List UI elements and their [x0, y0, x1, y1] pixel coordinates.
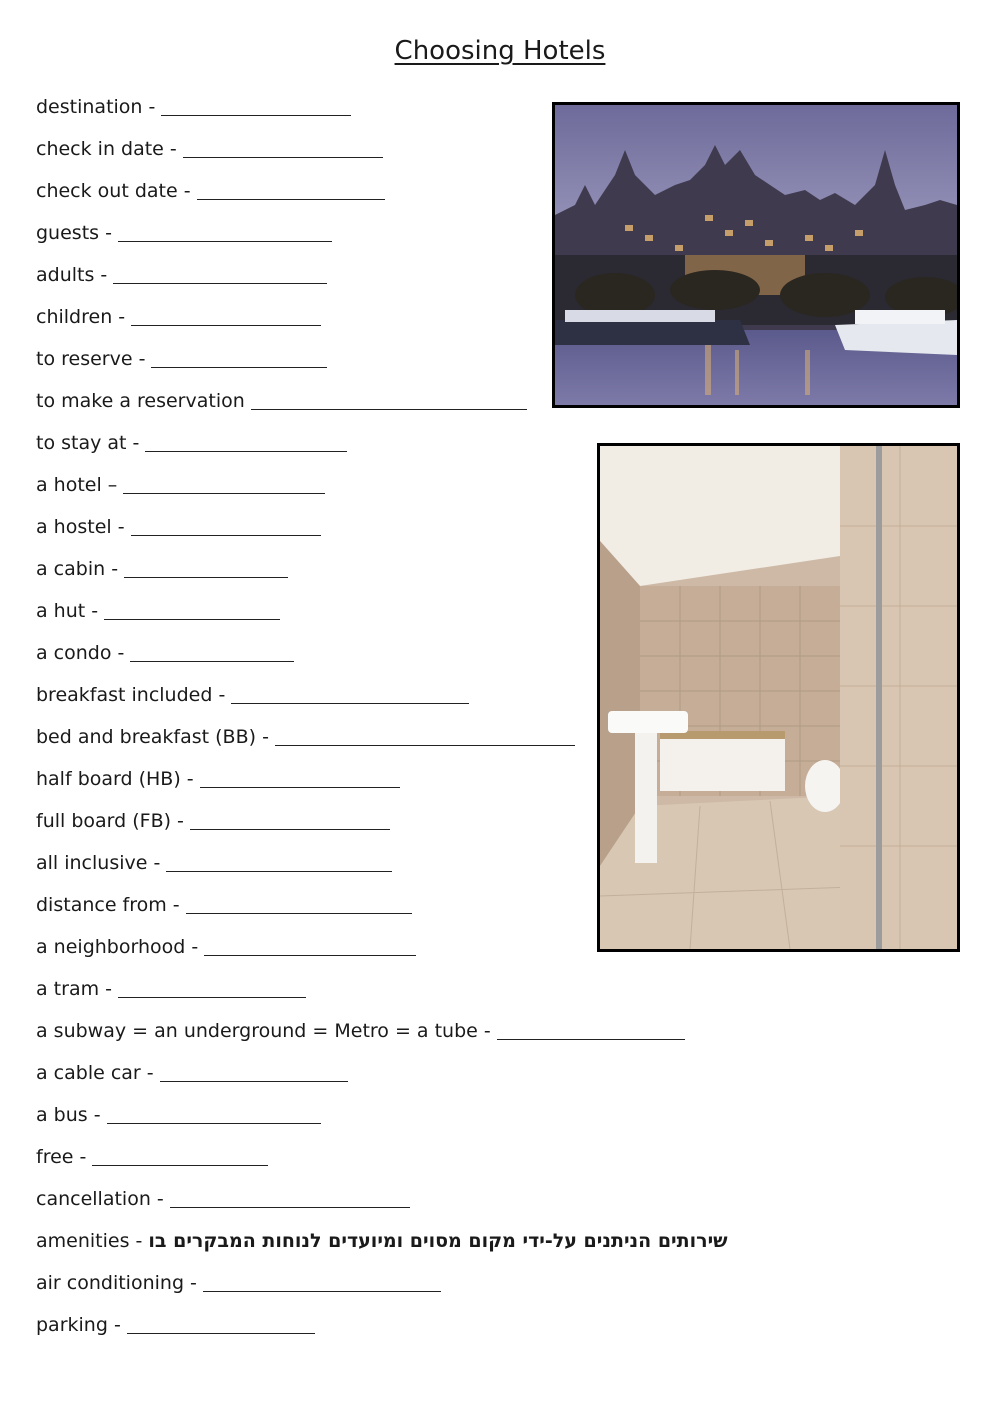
vocab-term: all inclusive -	[36, 852, 161, 874]
answer-blank[interactable]	[118, 219, 332, 242]
vocab-term: to reserve -	[36, 348, 146, 370]
vocab-row-breakfast-included	[36, 680, 469, 710]
vocab-row-subway	[36, 1016, 685, 1046]
vocab-row-children	[36, 302, 321, 332]
vocab-row-hotel	[36, 470, 325, 500]
vocab-term: amenities -	[36, 1230, 143, 1252]
vocab-row-check-out-date	[36, 176, 385, 206]
vocab-term: a bus -	[36, 1104, 101, 1126]
vocab-term: a neighborhood -	[36, 936, 199, 958]
answer-blank[interactable]	[251, 387, 527, 410]
vocab-row-bus	[36, 1100, 321, 1130]
vocab-row-adults	[36, 260, 327, 290]
answer-blank[interactable]	[204, 933, 416, 956]
answer-blank[interactable]	[197, 177, 385, 200]
vocab-row-half-board	[36, 764, 400, 794]
vocab-row-parking	[36, 1310, 315, 1340]
vocab-term: parking -	[36, 1314, 121, 1336]
vocab-row-full-board	[36, 806, 390, 836]
vocab-row-destination	[36, 92, 351, 122]
answer-blank[interactable]	[161, 93, 351, 116]
page-title: Choosing Hotels	[394, 36, 606, 66]
vocab-term: free -	[36, 1146, 87, 1168]
vocab-term: to make a reservation	[36, 390, 245, 412]
vocab-term: a hostel -	[36, 516, 125, 538]
answer-blank[interactable]	[186, 891, 412, 914]
vocab-term: adults -	[36, 264, 108, 286]
answer-blank[interactable]	[170, 1185, 410, 1208]
vocab-row-neighborhood	[36, 932, 416, 962]
answer-blank[interactable]	[497, 1017, 685, 1040]
vocab-term: check out date -	[36, 180, 191, 202]
vocab-row-free	[36, 1142, 268, 1172]
answer-blank[interactable]	[92, 1143, 268, 1166]
vocab-row-to-reserve	[36, 344, 327, 374]
vocab-term: children -	[36, 306, 126, 328]
vocab-row-hut	[36, 596, 280, 626]
vocab-term: guests -	[36, 222, 112, 244]
answer-blank[interactable]	[130, 639, 294, 662]
vocab-term: air conditioning -	[36, 1272, 197, 1294]
vocab-row-amenities	[36, 1226, 728, 1256]
answer-blank[interactable]	[118, 975, 306, 998]
answer-blank[interactable]	[160, 1059, 348, 1082]
vocab-row-guests	[36, 218, 332, 248]
answer-blank[interactable]	[151, 345, 327, 368]
vocab-term: full board (FB) -	[36, 810, 184, 832]
vocab-term: bed and breakfast (BB) -	[36, 726, 269, 748]
answer-blank[interactable]	[123, 471, 325, 494]
answer-blank[interactable]	[131, 513, 321, 536]
hebrew-definition: שירותים הניתנים על-ידי מקום מסוים ומיועדים לנוחות המבקרים בו	[148, 1230, 728, 1252]
vocab-row-check-in-date	[36, 134, 383, 164]
answer-blank[interactable]	[166, 849, 392, 872]
vocab-row-cancellation	[36, 1184, 410, 1214]
answer-blank[interactable]	[131, 303, 321, 326]
vocab-row-air-conditioning	[36, 1268, 441, 1298]
vocab-term: check in date -	[36, 138, 177, 160]
vocab-row-to-stay-at	[36, 428, 347, 458]
vocab-term: a hotel –	[36, 474, 118, 496]
answer-blank[interactable]	[107, 1101, 321, 1124]
answer-blank[interactable]	[200, 765, 400, 788]
answer-blank[interactable]	[104, 597, 280, 620]
vocab-term: half board (HB) -	[36, 768, 194, 790]
vocab-row-cable-car	[36, 1058, 348, 1088]
vocab-term: a condo -	[36, 642, 125, 664]
answer-blank[interactable]	[190, 807, 390, 830]
vocab-term: a hut -	[36, 600, 99, 622]
answer-blank[interactable]	[127, 1311, 315, 1334]
vocab-row-all-inclusive	[36, 848, 392, 878]
answer-blank[interactable]	[124, 555, 288, 578]
vocab-term: a subway = an underground = Metro = a tube -	[36, 1020, 491, 1042]
vocab-term: to stay at -	[36, 432, 140, 454]
vocab-row-bed-and-breakfast	[36, 722, 575, 752]
vocab-row-make-reservation	[36, 386, 527, 416]
answer-blank[interactable]	[145, 429, 347, 452]
vocab-term: destination -	[36, 96, 156, 118]
vocab-row-distance-from	[36, 890, 412, 920]
answer-blank[interactable]	[183, 135, 383, 158]
vocab-term: cancellation -	[36, 1188, 164, 1210]
answer-blank[interactable]	[113, 261, 327, 284]
vocab-term: distance from -	[36, 894, 180, 916]
vocab-row-tram	[36, 974, 306, 1004]
vocab-term: a cabin -	[36, 558, 119, 580]
answer-blank[interactable]	[203, 1269, 441, 1292]
answer-blank[interactable]	[231, 681, 469, 704]
vocab-term: a cable car -	[36, 1062, 154, 1084]
vocab-term: breakfast included -	[36, 684, 226, 706]
vocab-term: a tram -	[36, 978, 112, 1000]
vocab-row-hostel	[36, 512, 321, 542]
hotel-bathroom-photo	[597, 443, 960, 952]
answer-blank[interactable]	[275, 723, 575, 746]
vocab-row-condo	[36, 638, 294, 668]
vocab-row-cabin	[36, 554, 288, 584]
hotel-riverside-photo	[552, 102, 960, 408]
